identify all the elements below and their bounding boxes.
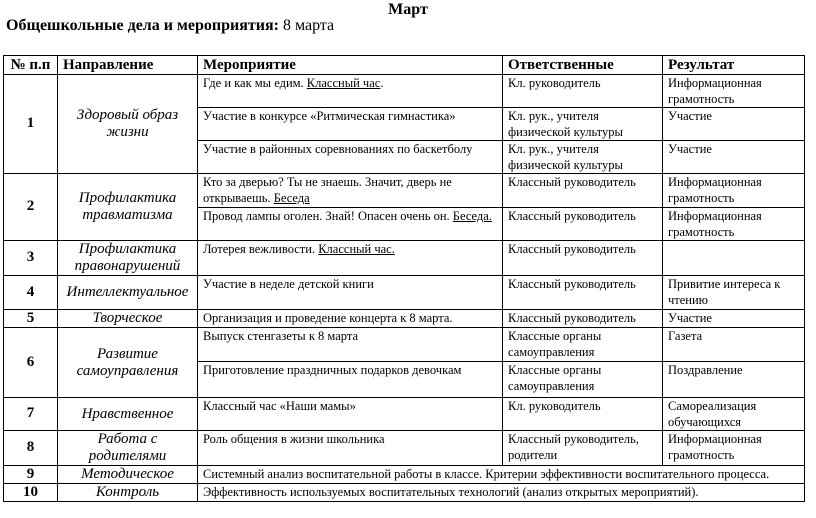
subtitle-date: 8 марта: [278, 17, 335, 34]
event-cell: Системный анализ воспитательной работы в классе. Критерии эффективности воспитательного процесса.: [198, 466, 805, 484]
subtitle-label: Общешкольные дела и мероприятия:: [6, 17, 279, 34]
page-title: Март: [388, 1, 428, 18]
event-cell: [198, 75, 503, 108]
event-link-text: Беседа.: [452, 209, 492, 223]
responsible-cell: Кл. рук., учителя физической культуры: [503, 141, 663, 174]
row-number: 6: [4, 328, 58, 398]
row-number: 10: [4, 484, 58, 502]
event-text: Лотерея вежливости.: [203, 242, 319, 256]
responsible-cell: Классный руководитель, родители: [503, 431, 663, 466]
table-row: [4, 466, 805, 484]
header-event: Мероприятие: [198, 56, 503, 75]
direction-cell: Творческое: [58, 310, 198, 328]
result-cell: Привитие интереса к чтению: [663, 276, 805, 310]
responsible-cell: Классные органы самоуправления: [503, 328, 663, 362]
result-cell: Поздравление: [663, 362, 805, 398]
direction-cell: Интеллектуальное: [58, 276, 198, 310]
responsible-cell: Классный руководитель: [503, 276, 663, 310]
result-cell: Информационная грамотность: [663, 208, 805, 241]
result-cell: Газета: [663, 328, 805, 362]
row-number: 2: [4, 174, 58, 241]
table-row: [4, 310, 805, 328]
responsible-cell: Классный руководитель: [503, 310, 663, 328]
row-number: 5: [4, 310, 58, 328]
table-header-row: [4, 56, 805, 75]
responsible-cell: Кл. рук., учителя физической культуры: [503, 108, 663, 141]
table-row: [4, 75, 805, 108]
direction-cell: Контроль: [58, 484, 198, 502]
result-cell: [663, 241, 805, 276]
header-direction: Направление: [58, 56, 198, 75]
event-text: Кто за дверью? Ты не знаешь. Значит, дверь не открываешь.: [203, 175, 452, 205]
event-cell: Классный час «Наши мамы»: [198, 398, 503, 431]
event-link-text: Классный час: [306, 76, 381, 90]
event-cell: Участие в районных соревнованиях по баскетболу: [198, 141, 503, 174]
row-number: 3: [4, 241, 58, 276]
event-cell: Участие в неделе детской книги: [198, 276, 503, 310]
table-row: [4, 398, 805, 431]
responsible-cell: Классный руководитель: [503, 241, 663, 276]
table-row: [4, 276, 805, 310]
event-cell: Организация и проведение концерта к 8 марта.: [198, 310, 503, 328]
row-number: 9: [4, 466, 58, 484]
result-cell: Информационная грамотность: [663, 431, 805, 466]
direction-cell: Здоровый образ жизни: [58, 75, 198, 174]
result-cell: Информационная грамотность: [663, 75, 805, 108]
table-row: [4, 484, 805, 502]
row-number: 4: [4, 276, 58, 310]
direction-cell: Методическое: [58, 466, 198, 484]
result-cell: Информационная грамотность: [663, 174, 805, 208]
responsible-cell: Кл. руководитель: [503, 75, 663, 108]
event-cell: Участие в конкурсе «Ритмическая гимнастика»: [198, 108, 503, 141]
row-number: 7: [4, 398, 58, 431]
result-cell: Самореализация обучающихся: [663, 398, 805, 431]
event-tail: .: [380, 76, 384, 90]
event-link-text: Классный час.: [318, 242, 395, 256]
result-cell: Участие: [663, 108, 805, 141]
direction-cell: Развитие самоуправления: [58, 328, 198, 398]
direction-cell: Работа с родителями: [58, 431, 198, 466]
table-row: [4, 431, 805, 466]
subtitle: [6, 16, 334, 36]
event-link-text: Беседа: [273, 190, 310, 205]
result-cell: Участие: [663, 141, 805, 174]
header-result: Результат: [663, 56, 805, 75]
event-cell: Роль общения в жизни школьника: [198, 431, 503, 466]
row-number: 1: [4, 75, 58, 174]
event-text: Где и как мы едим.: [203, 76, 307, 90]
responsible-cell: Классный руководитель: [503, 208, 663, 241]
header-num: № п.п: [4, 56, 58, 75]
table-row: [4, 241, 805, 276]
result-cell: Участие: [663, 310, 805, 328]
event-cell: Эффективность используемых воспитательных технологий (анализ открытых мероприятий).: [198, 484, 805, 502]
table-row: [4, 328, 805, 362]
table-row: [4, 174, 805, 208]
direction-cell: Нравственное: [58, 398, 198, 431]
row-number: 8: [4, 431, 58, 466]
event-cell: [198, 174, 503, 208]
event-text: Провод лампы оголен. Знай! Опасен очень он.: [203, 209, 453, 223]
event-cell: [198, 241, 503, 276]
responsible-cell: Классный руководитель: [503, 174, 663, 208]
responsible-cell: Классные органы самоуправления: [503, 362, 663, 398]
direction-cell: Профилактика правонарушений: [58, 241, 198, 276]
header-responsible: Ответственные: [503, 56, 663, 75]
event-cell: Приготовление праздничных подарков девочкам: [198, 362, 503, 398]
event-cell: [198, 208, 503, 241]
events-table: [3, 55, 805, 502]
event-cell: Выпуск стенгазеты к 8 марта: [198, 328, 503, 362]
direction-cell: Профилактика травматизма: [58, 174, 198, 241]
responsible-cell: Кл. руководитель: [503, 398, 663, 431]
